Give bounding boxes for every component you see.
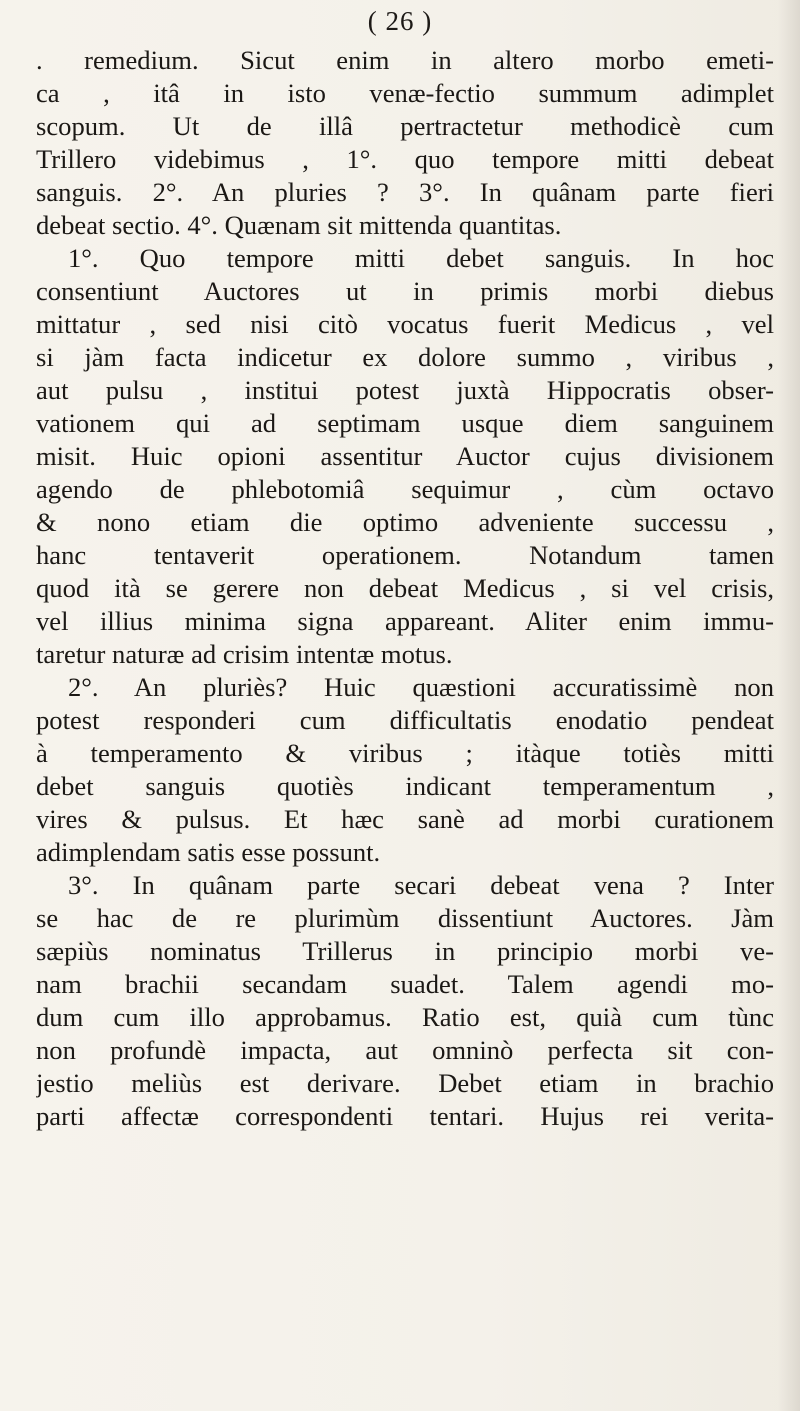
text-line: vel illius minima signa appareant. Aliter enim immu-: [36, 606, 774, 636]
text-line: dum cum illo approbamus. Ratio est, quià cum tùnc: [36, 1002, 774, 1032]
text-line: jestio meliùs est derivare. Debet etiam in brachio: [36, 1068, 774, 1098]
body-text: [36, 44, 774, 1133]
text-line: non profundè impacta, aut omninò perfecta sit con-: [36, 1035, 774, 1065]
text-line: si jàm facta indicetur ex dolore summo , viribus ,: [36, 342, 774, 372]
text-line: ca , itâ in isto venæ-fectio summum adimplet: [36, 78, 774, 108]
text-line: & nono etiam die optimo adveniente successu ,: [36, 507, 774, 537]
text-line: nam brachii secandam suadet. Talem agendi mo-: [36, 969, 774, 999]
text-line: hanc tentaverit operationem. Notandum tamen: [36, 540, 774, 570]
text-line: quod ità se gerere non debeat Medicus , si vel crisis,: [36, 573, 774, 603]
text-line: agendo de phlebotomiâ sequimur , cùm octavo: [36, 474, 774, 504]
text-line: sanguis. 2°. An pluries ? 3°. In quânam parte fieri: [36, 177, 774, 207]
text-line: 2°. An pluriès? Huic quæstioni accuratissimè non: [68, 672, 774, 702]
page-number: ( 26 ): [367, 6, 433, 36]
text-line: taretur naturæ ad crisim intentæ motus.: [36, 639, 453, 669]
text-line: consentiunt Auctores ut in primis morbi diebus: [36, 276, 774, 306]
text-line: parti affectæ correspondenti tentari. Hujus rei verita-: [36, 1101, 774, 1131]
text-line: Trillero videbimus , 1°. quo tempore mitti debeat: [36, 144, 774, 174]
text-line: scopum. Ut de illâ pertractetur methodicè cum: [36, 111, 774, 141]
text-line: debeat sectio. 4°. Quænam sit mittenda quantitas.: [36, 210, 562, 240]
text-line: adimplendam satis esse possunt.: [36, 837, 381, 867]
text-line: vires & pulsus. Et hæc sanè ad morbi curationem: [36, 804, 774, 834]
text-line: sæpiùs nominatus Trillerus in principio morbi ve-: [36, 936, 774, 966]
text-line: debet sanguis quotiès indicant temperamentum ,: [36, 771, 774, 801]
text-line: 3°. In quânam parte secari debeat vena ? Inter: [68, 870, 774, 900]
text-line: aut pulsu , institui potest juxtà Hippocratis obser-: [36, 375, 774, 405]
page-edge-shadow: [778, 0, 800, 1411]
text-line: mittatur , sed nisi citò vocatus fuerit Medicus , vel: [36, 309, 774, 339]
text-line: misit. Huic opioni assentitur Auctor cujus divisionem: [36, 441, 774, 471]
text-line: 1°. Quo tempore mitti debet sanguis. In hoc: [68, 243, 774, 273]
text-line: à temperamento & viribus ; itàque totiès mitti: [36, 738, 774, 768]
text-line: vationem qui ad septimam usque diem sanguinem: [36, 408, 774, 438]
text-line: potest responderi cum difficultatis enodatio pendeat: [36, 705, 774, 735]
text-line: . remedium. Sicut enim in altero morbo emeti-: [36, 45, 774, 75]
text-line: se hac de re plurimùm dissentiunt Auctores. Jàm: [36, 903, 774, 933]
